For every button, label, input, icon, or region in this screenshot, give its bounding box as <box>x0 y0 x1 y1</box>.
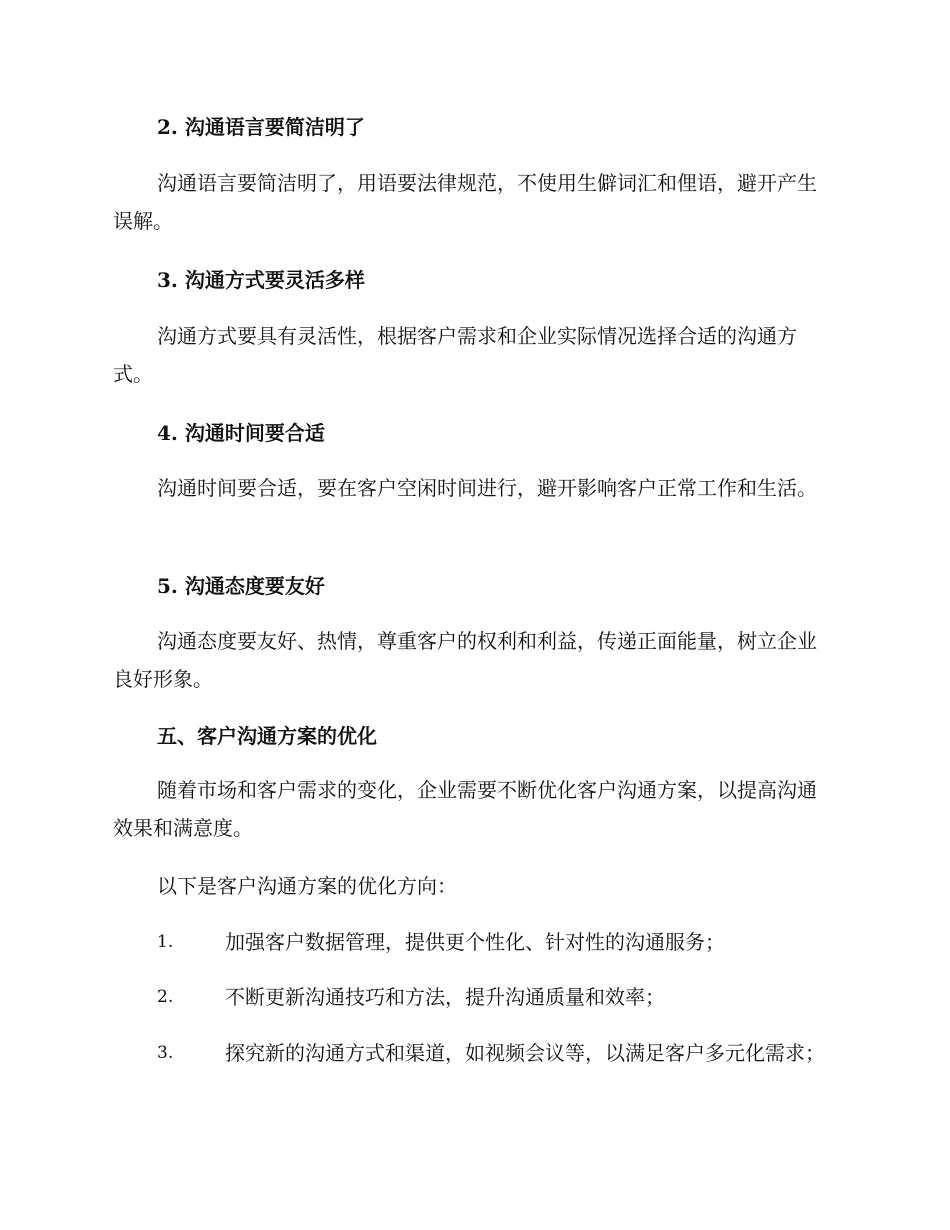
section-heading: 5. 沟通态度要友好 <box>157 574 325 598</box>
list-item <box>113 1034 833 1072</box>
section-body: 沟通时间要合适，要在客户空闲时间进行，避开影响客户正常工作和生活。 <box>157 476 817 500</box>
list-item-text: 不断更新沟通技巧和方法，提升沟通质量和效率； <box>225 985 665 1009</box>
list-item-text: 加强客户数据管理，提供更个性化、针对性的沟通服务； <box>225 930 725 954</box>
list-item-text: 探究新的沟通方式和渠道，如视频会议等，以满足客户多元化需求； <box>225 1041 825 1065</box>
list-item-number: 1. <box>157 932 174 952</box>
section-heading: 2. 沟通语言要简洁明了 <box>157 115 365 139</box>
chapter-heading: 五、客户沟通方案的优化 <box>157 724 377 748</box>
section-heading: 3. 沟通方式要灵活多样 <box>157 268 365 292</box>
list-item <box>113 978 833 1016</box>
chapter-intro: 随着市场和客户需求的变化，企业需要不断优化客户沟通方案，以提高沟通效果和满意度。 <box>113 778 817 840</box>
chapter-lead: 以下是客户沟通方案的优化方向： <box>157 874 457 898</box>
section-heading: 4. 沟通时间要合适 <box>157 421 325 445</box>
list-item-number: 3. <box>157 1043 174 1063</box>
section-body: 沟通方式要具有灵活性，根据客户需求和企业实际情况选择合适的沟通方式。 <box>113 324 797 386</box>
section-body: 沟通语言要简洁明了，用语要法律规范，不使用生僻词汇和俚语，避开产生误解。 <box>113 171 817 233</box>
list-item-number: 2. <box>157 987 174 1007</box>
section-body: 沟通态度要友好、热情，尊重客户的权利和利益，传递正面能量，树立企业良好形象。 <box>113 629 817 691</box>
list-item <box>113 923 833 961</box>
